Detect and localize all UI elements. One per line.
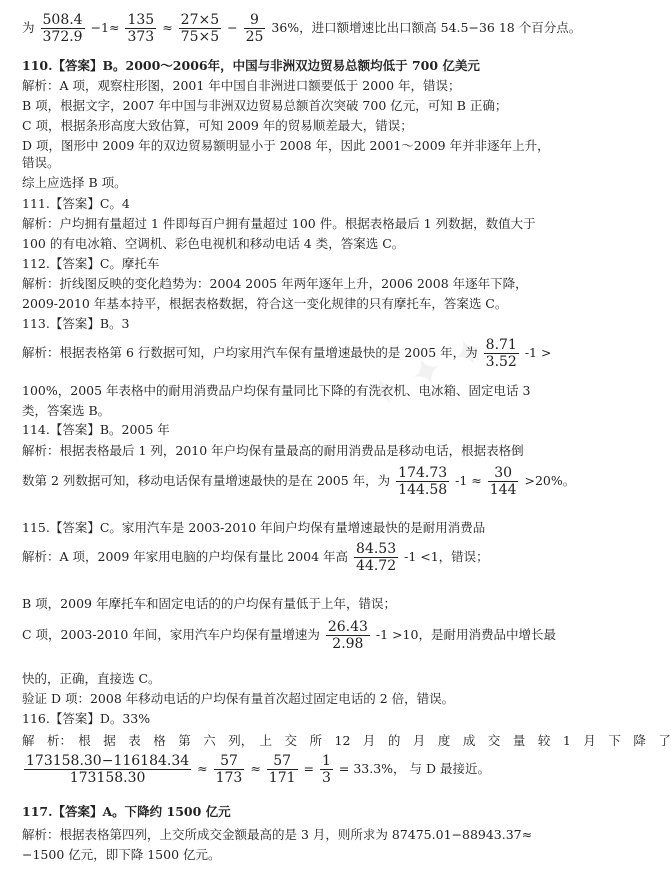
line-31: 解析：根据表格第四列，上交所成交金额最高的是 3 月，则所求为 87475.01−88943.37≈ [22,827,533,842]
watermark: ✦ ✦ ✦ [360,325,494,421]
numerator: 9 [244,12,266,29]
text: −1≈ [90,20,120,35]
answer-114: 114.【答案】B。2005 年 [22,422,170,437]
line-20 [22,465,576,498]
numerator: 84.53 [356,541,397,557]
denominator: 144 [489,482,517,498]
denominator: 173 [215,770,243,786]
line-28: 解 析： 根 据 表 格 第 六 列， 上 交 所 12 月 的 月 度 成 交 量 较 1 月 下 降 了 [22,733,671,748]
line-3: B 项，根据文字，2007 年中国与非洲双边贸易总额首次突破 700 亿元，可知 B 正确； [22,98,508,113]
numerator: 27×5 [180,12,220,28]
denominator: 373 [127,29,155,45]
fraction [244,12,266,45]
denominator: 144.58 [398,482,448,498]
numerator: 57 [267,753,298,770]
denominator: 44.72 [356,558,397,574]
fraction [41,12,85,45]
text: 数第 2 列数据可知，移动电话保有量增速最快的是在 2005 年，为 [22,473,391,488]
numerator: 8.71 [485,337,517,353]
line-32: −1500 亿元，即下降 1500 亿元。 [22,847,221,862]
line-4: C 项，根据条形高度大致估算，可知 2009 年的贸易顺差最大，错误； [22,118,413,133]
fraction [267,753,298,786]
line-15 [22,337,552,370]
numerator: 508.4 [42,12,83,28]
denominator: 372.9 [42,29,83,45]
fraction [354,541,398,574]
fraction [488,465,519,498]
text: 36%，进口额增速比出口额高 54.5−36 18 个百分点。 [271,20,582,35]
text: ≈ [197,761,208,776]
text: -1 >10，是耐用消费品中增长最 [375,627,556,642]
text: = [303,761,314,776]
text: ≈ [162,20,173,35]
answer-116: 116.【答案】D。33% [22,711,151,726]
line-10: 100 的有电冰箱、空调机、彩色电视机和移动电话 4 类，答案选 C。 [22,236,405,251]
text: -1 <1，错误； [404,549,489,564]
line-24 [22,619,556,652]
denominator: 75×5 [180,29,220,45]
text: 解析：A 项，2009 年家用电脑的户均保有量比 2004 年高 [22,549,349,564]
line-12: 解析：折线图反映的变化趋势为：2004 2005 年两年逐年上升，2006 2008 年逐年下降， [22,276,528,291]
line-6: 错误。 [22,155,60,170]
answer-117: 117.【答案】A。下降约 1500 亿元 [22,804,231,819]
text: -1 > [524,345,552,360]
fraction [396,465,449,498]
denominator: 171 [268,770,296,786]
text: ≈ [250,761,261,776]
numerator: 174.73 [398,465,448,481]
fraction [214,753,245,786]
answer-113: 113.【答案】B。3 [22,316,130,331]
text: >20%。 [524,473,576,488]
numerator: 173158.30−116184.34 [26,753,190,769]
answer-110: 110.【答案】B。2000～2006年，中国与非洲双边贸易总额均低于 700 亿美元 [22,58,480,73]
line-22 [22,541,542,574]
line-29 [22,753,542,786]
denominator: 173158.30 [69,770,146,786]
answer-111: 111.【答案】C。4 [22,196,130,211]
line-0 [22,12,582,45]
numerator: 135 [127,12,155,28]
line-26: 验证 D 项：2008 年移动电话的户均保有量首次超过固定电话的 2 倍，错误。 [22,691,455,706]
fraction [484,337,519,370]
fraction [24,753,191,786]
line-16: 100%，2005 年表格中的耐用消费品户均保有量同比下降的有洗衣机、电冰箱、固定电话 3 [22,383,531,398]
line-5: D 项，图形中 2009 年的双边贸易额明显小于 2008 年，因此 2001～2009 年并非逐年上升， [22,138,550,153]
line-9: 解析：户均拥有量超过 1 件即每百户拥有量超过 100 件。根据表格最后 1 列数据，数值大于 [22,216,536,231]
text: 解析：根据表格第 6 行数据可知，户均家用汽车保有量增速最快的是 2005 年，为 [22,345,478,360]
denominator: 3 [321,770,331,786]
line-13: 2009-2010 年基本持平，根据表格数据，符合这一变化规律的只有摩托车，答案选 C。 [22,296,508,311]
answer-115: 115.【答案】C。家用汽车是 2003-2010 年间户均保有量增速最快的是耐用消费品 [22,520,486,535]
numerator: 1 [321,753,331,769]
fraction [125,12,156,45]
text: 为 [22,20,35,35]
line-17: 类，答案选 B。 [22,403,111,418]
text: = 33.3%， 与 D 最接近。 [338,761,490,776]
line-19: 解析：根据表格最后 1 列，2010 年户均保有量最高的耐用消费品是移动电话，根据表格倒 [22,443,524,458]
line-2: 解析：A 项，观察柱形图，2001 年中国自非洲进口额要低于 2000 年，错误； [22,78,461,93]
fraction [326,619,370,652]
answer-112: 112.【答案】C。摩托车 [22,256,160,271]
text: − [227,20,238,35]
line-23: B 项，2009 年摩托车和固定电话的的户均保有量低于上年，错误； [22,596,396,611]
text: -1 ≈ [455,473,482,488]
numerator: 57 [214,753,245,770]
text: C 项，2003-2010 年间，家用汽车户均保有量增速为 [22,627,320,642]
numerator: 26.43 [327,619,368,635]
denominator: 2.98 [332,636,364,652]
line-7: 综上应选择 B 项。 [22,175,127,190]
line-25: 快的，正确，直接选 C。 [22,671,161,686]
numerator: 30 [488,465,519,482]
fraction [179,12,221,45]
denominator: 25 [245,29,264,45]
fraction [320,753,333,786]
denominator: 3.52 [485,354,517,370]
